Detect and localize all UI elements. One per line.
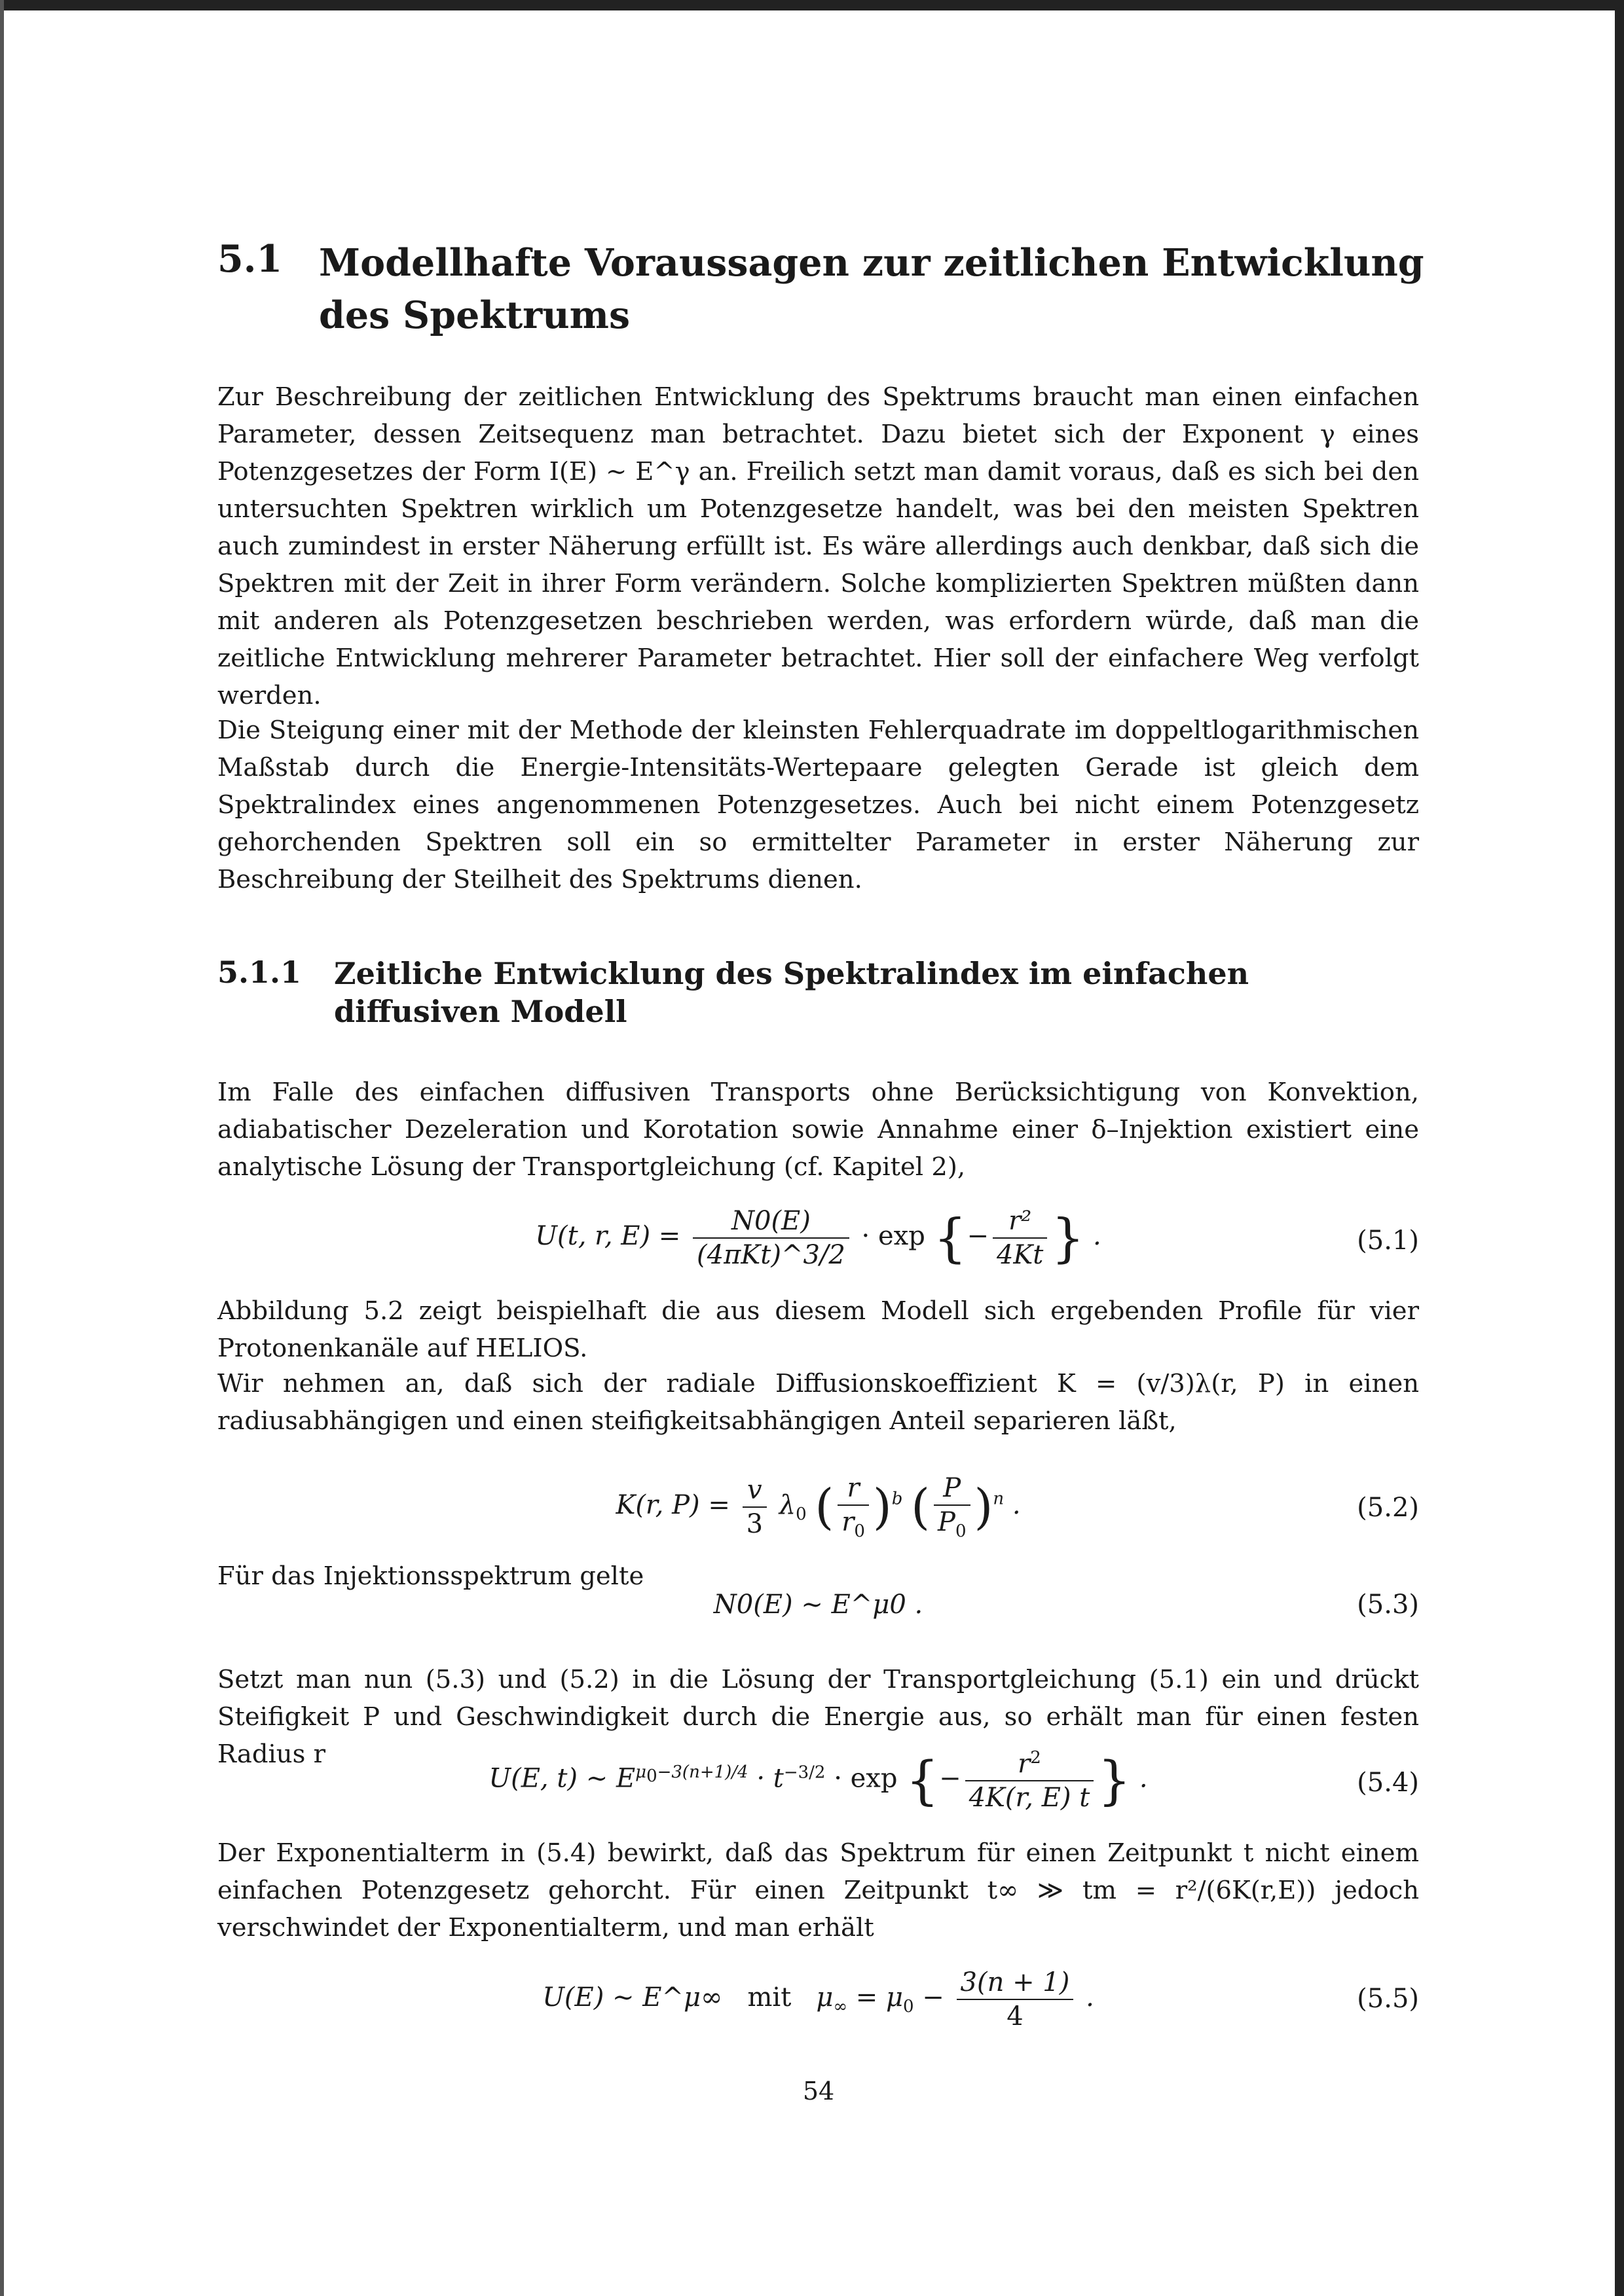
scan-border-left <box>0 0 4 2296</box>
eq2-lhs: K(r, P) = <box>616 1490 730 1520</box>
eq1-exp-numerator: r² <box>993 1206 1047 1239</box>
eq5-number: (5.5) <box>1357 1984 1419 2014</box>
equation-5-5: U(E) ∼ E^μ∞ mit $\mu_\infty = \mu_0$ − $\frac{3(n + 1)}{4}$ . (5.5) <box>542 1967 1419 2032</box>
paragraph-substitution: Setzt man nun (5.3) und (5.2) in die Lösung der Transportgleichung (5.1) ein und drückt Steifigkeit P und Geschwindigkeit durch die Energie aus, so erhält man für einen festen Radius r <box>217 1665 1419 1769</box>
scan-border-right <box>1615 0 1624 2296</box>
eq5-mit: mit <box>747 1982 792 2013</box>
equation-5-1: U(t, r, E) = $\frac{N0(E)}{\text{(4πKt)\textasciicircum{}3/2}}$ · exp {− $\frac{\text{r²}}{4Kt}$ } . (5.1) <box>535 1206 1419 1270</box>
section-number: 5.1 <box>217 237 283 281</box>
paragraph-intro: Zur Beschreibung der zeitlichen Entwicklung des Spektrums braucht man einen einfachen Parameter, dessen Zeitsequenz man betrachtet. Dazu bietet sich der Exponent γ eines Potenzgesetzes der Form I(E) ∼ E^γ an. Freilich setzt man damit voraus, daß es sich bei den untersuchten Spektren wirklich um Potenzgesetze handelt, was bei den meisten Spektren auch zumindest in erster Näherung erfüllt ist. Es wäre allerdings auch denkbar, daß sich die Spektren mit der Zeit in ihrer Form verändern. Solche komplizierten Spektren müßten dann mit anderen als Potenzgesetzen beschrieben werden, was erfordern würde, daß man die zeitliche Entwicklung mehrerer Parameter betrachtet. Hier soll der einfachere Weg verfolgt werden. <box>217 382 1419 710</box>
paragraph-exponential-term: Der Exponentialterm in (5.4) bewirkt, daß das Spektrum für einen Zeitpunkt t nicht einem einfachen Potenzgesetz gehorcht. Für einen Zeitpunkt t∞ ≫ tm = r²/(6K(r,E)) jedoch verschwindet der Exponentialterm, und man erhält <box>217 1838 1419 1942</box>
eq5-lhs: U(E) ∼ E^μ∞ <box>542 1982 723 2013</box>
eq4-number: (5.4) <box>1357 1768 1419 1798</box>
eq1-denominator: (4πKt)^3/2 <box>697 1240 845 1270</box>
section-title: Modellhafte Voraussagen zur zeitlichen Entwicklung des Spektrums <box>319 241 1424 337</box>
eq1-number: (5.1) <box>1357 1226 1419 1256</box>
eq3-number: (5.3) <box>1357 1590 1419 1620</box>
eq1-numerator: N0(E) <box>693 1206 849 1239</box>
paragraph-injection: Für das Injektionsspektrum gelte <box>217 1561 644 1591</box>
equation-5-2: K(r, P) = $\frac{v}{3}$ $\lambda_0$ ( $\frac{r}{r_0}$ )$^b$ ( $\frac{P}{P_0}$ )$^n$ . (5.2) <box>616 1473 1419 1541</box>
scan-border-top <box>0 0 1624 10</box>
paragraph-method: Die Steigung einer mit der Methode der kleinsten Fehlerquadrate im doppeltlogarithmischen Maßstab durch die Energie-Intensitäts-Wertepaare gelegten Gerade ist gleich dem Spektralindex eines angenommenen Potenzgesetzes. Auch bei nicht einem Potenzgesetz gehorchenden Spektren soll ein so ermittelter Parameter in erster Näherung zur Beschreibung der Steilheit des Spektrums dienen. <box>217 716 1419 894</box>
subsection-title: Zeitliche Entwicklung des Spektralindex im einfachen diffusiven Modell <box>334 956 1249 1029</box>
eq1-exponent-fraction <box>993 1206 1047 1270</box>
eq2-number: (5.2) <box>1357 1493 1419 1523</box>
paragraph-figure-ref: Abbildung 5.2 zeigt beispielhaft die aus diesem Modell sich ergebenden Profile für vier Protonenkanäle auf HELIOS. <box>217 1296 1419 1363</box>
subsection-number: 5.1.1 <box>217 955 302 990</box>
paragraph-diffusion: Im Falle des einfachen diffusiven Transports ohne Berücksichtigung von Konvektion, adiabatischer Dezeleration und Korotation sowie Annahme einer δ–Injektion existiert eine analytische Lösung der Transportgleichung (cf. Kapitel 2), <box>217 1078 1419 1182</box>
equation-5-3 <box>217 1590 1419 1629</box>
eq3-body: N0(E) ∼ E^μ0 . <box>713 1590 923 1620</box>
eq1-fraction <box>693 1206 849 1270</box>
eq4-lhs: U(E, t) ∼ <box>489 1763 608 1794</box>
eq1-lhs: U(t, r, E) = <box>535 1221 681 1251</box>
paragraph-diffusion-coefficient: Wir nehmen an, daß sich der radiale Diffusionskoeffizient K = (v/3)λ(r, P) in einen radiusabhängigen und einen steifigkeitsabhängigen Anteil separieren läßt, <box>217 1369 1419 1436</box>
eq1-exp-denominator: 4Kt <box>996 1240 1044 1270</box>
page-number: 54 <box>802 2077 835 2105</box>
equation-5-4: U(E, t) ∼ $E^{\mu_0-3(n+1)/4} \cdot t^{-3/2} \cdot \exp$ {− $\frac{r^2}{4K(r, E) t}$ } . (5.4) <box>489 1748 1419 1813</box>
